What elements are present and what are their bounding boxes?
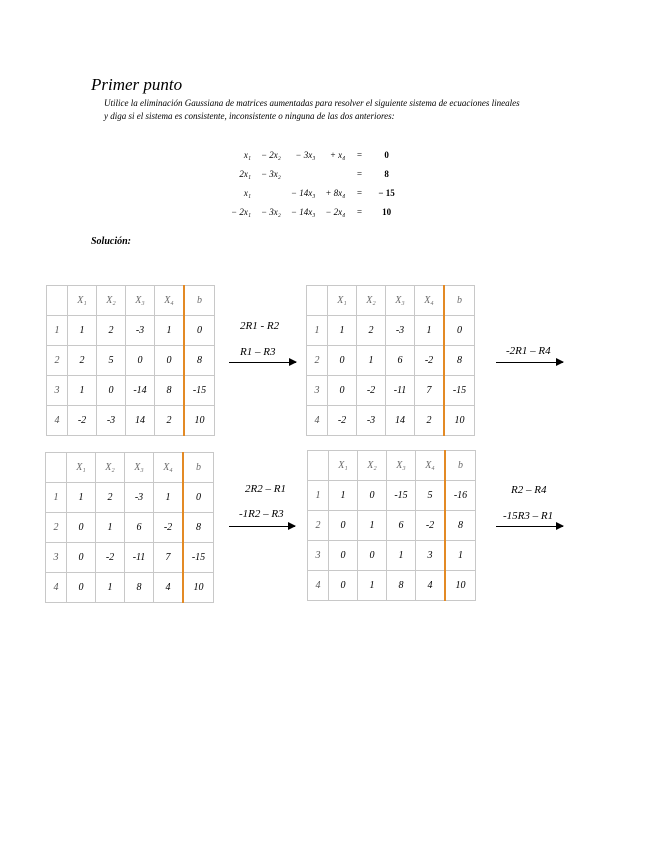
equation-term: − 2x₁ [231, 206, 251, 217]
augmented-matrix-1 [46, 285, 215, 436]
matrix-cell: 0 [155, 346, 185, 376]
augmented-cell: 8 [184, 346, 215, 376]
row-index: 3 [308, 541, 329, 571]
matrix-cell: 6 [125, 513, 154, 543]
augmented-cell: -15 [183, 543, 214, 573]
row-index: 4 [46, 573, 67, 603]
matrix-cell: 14 [126, 406, 155, 436]
row-index: 3 [47, 376, 68, 406]
equation-term: − 3x₂ [260, 168, 281, 179]
equation-system [226, 145, 400, 221]
matrix-cell: 1 [96, 513, 125, 543]
equals-sign: = [356, 187, 363, 198]
matrix-row [307, 376, 475, 406]
column-header: X₄ [155, 286, 185, 316]
matrix-cell: 0 [97, 376, 126, 406]
row-index: 4 [308, 571, 329, 601]
equals-sign: = [356, 168, 363, 179]
solution-label: Solución: [91, 236, 132, 247]
matrix-cell: 5 [97, 346, 126, 376]
matrix-cell: 2 [68, 346, 97, 376]
matrix-cell: 0 [67, 513, 96, 543]
column-header: X₃ [125, 453, 154, 483]
matrix-cell: 1 [154, 483, 184, 513]
matrix-cell: 1 [96, 573, 125, 603]
equation-term: − 14x₃ [290, 206, 316, 217]
column-header: X₃ [126, 286, 155, 316]
matrix-corner [46, 453, 67, 483]
matrix-cell: 1 [328, 316, 357, 346]
matrix-row [308, 511, 476, 541]
augmented-matrix-4 [307, 450, 476, 601]
matrix-cell: 0 [328, 376, 357, 406]
column-header: b [444, 286, 475, 316]
matrix-cell: 2 [357, 316, 386, 346]
matrix-cell: 0 [67, 573, 96, 603]
equation-rhs: 0 [384, 149, 389, 160]
equation-rhs: − 15 [378, 187, 395, 198]
matrix-cell: -14 [126, 376, 155, 406]
row-operation: -1R2 – R3 [239, 508, 284, 520]
augmented-cell: 0 [184, 316, 215, 346]
matrix-row [46, 543, 214, 573]
equation-term: x₁ [243, 187, 251, 198]
augmented-cell: -15 [444, 376, 475, 406]
matrix-cell: 0 [329, 571, 358, 601]
equation-row [226, 145, 400, 164]
matrix-row [47, 376, 215, 406]
equation-term: − 2x₂ [260, 149, 281, 160]
matrix-cell: -3 [357, 406, 386, 436]
equation-term [320, 164, 350, 183]
column-header: X₁ [329, 451, 358, 481]
row-operation: R1 – R3 [240, 346, 276, 358]
row-index: 1 [46, 483, 67, 513]
matrix-corner [307, 286, 328, 316]
matrix-cell: 1 [357, 346, 386, 376]
row-operation: -15R3 – R1 [503, 510, 554, 522]
augmented-cell: 8 [444, 346, 475, 376]
equation-row [226, 164, 400, 183]
right-arrow-icon [229, 526, 295, 527]
augmented-cell: 8 [183, 513, 214, 543]
row-operation: 2R2 – R1 [245, 483, 286, 495]
matrix-cell: 0 [67, 543, 96, 573]
matrix-cell: -2 [328, 406, 357, 436]
matrix-cell: -2 [154, 513, 184, 543]
equation-term: − 3x₃ [295, 149, 316, 160]
column-header: X₄ [154, 453, 184, 483]
row-index: 2 [47, 346, 68, 376]
matrix-row [308, 541, 476, 571]
matrix-cell: 4 [416, 571, 446, 601]
matrix-cell: 0 [358, 481, 387, 511]
equation-term [286, 164, 320, 183]
equation-term: − 2x₄ [325, 206, 346, 217]
augmented-cell: 10 [445, 571, 476, 601]
equals-sign: = [356, 206, 363, 217]
column-header: X₂ [96, 453, 125, 483]
column-header: X₂ [97, 286, 126, 316]
augmented-cell: -15 [184, 376, 215, 406]
augmented-matrix-3 [45, 452, 214, 603]
equation-rhs: 10 [382, 206, 392, 217]
row-index: 1 [47, 316, 68, 346]
augmented-cell: 10 [444, 406, 475, 436]
matrix-cell: 6 [387, 511, 416, 541]
matrix-row [308, 571, 476, 601]
column-header: b [445, 451, 476, 481]
matrix-cell: -2 [68, 406, 97, 436]
column-header: b [183, 453, 214, 483]
augmented-cell: -16 [445, 481, 476, 511]
column-header: X₄ [416, 451, 446, 481]
matrix-header-row [46, 453, 214, 483]
matrix-row [47, 346, 215, 376]
matrix-cell: 4 [154, 573, 184, 603]
matrix-cell: 1 [415, 316, 445, 346]
equation-term: 2x₁ [239, 168, 251, 179]
matrix-cell: 1 [68, 376, 97, 406]
equation-term [256, 183, 286, 202]
matrix-cell: -2 [416, 511, 446, 541]
matrix-cell: 5 [416, 481, 446, 511]
matrix-cell: 8 [387, 571, 416, 601]
matrix-cell: -3 [125, 483, 154, 513]
matrix-row [47, 316, 215, 346]
column-header: X₃ [386, 286, 415, 316]
matrix-cell: 2 [415, 406, 445, 436]
row-index: 4 [47, 406, 68, 436]
problem-statement: Utilice la eliminación Gaussiana de matrices aumentadas para resolver el siguiente sistema de ecuaciones lineales y diga si el sistema es consistente, inconsistente o ninguna de las dos anteriores: [104, 98, 520, 121]
augmented-cell: 0 [444, 316, 475, 346]
column-header: X₃ [387, 451, 416, 481]
matrix-cell: 2 [155, 406, 185, 436]
matrix-cell: 2 [97, 316, 126, 346]
column-header: b [184, 286, 215, 316]
matrix-row [47, 406, 215, 436]
augmented-cell: 1 [445, 541, 476, 571]
matrix-cell: 8 [125, 573, 154, 603]
equation-rhs: 8 [384, 168, 389, 179]
matrix-cell: -2 [357, 376, 386, 406]
matrix-cell: -11 [386, 376, 415, 406]
matrix-row [308, 481, 476, 511]
matrix-row [307, 346, 475, 376]
augmented-cell: 10 [184, 406, 215, 436]
matrix-cell: -3 [126, 316, 155, 346]
matrix-cell: 8 [155, 376, 185, 406]
row-index: 1 [308, 481, 329, 511]
column-header: X₁ [67, 453, 96, 483]
matrix-cell: 1 [358, 571, 387, 601]
matrix-cell: -2 [415, 346, 445, 376]
right-arrow-icon [496, 362, 563, 363]
matrix-cell: 0 [329, 511, 358, 541]
matrix-corner [308, 451, 329, 481]
matrix-header-row [47, 286, 215, 316]
row-index: 4 [307, 406, 328, 436]
right-arrow-icon [229, 362, 296, 363]
augmented-cell: 0 [183, 483, 214, 513]
column-header: X₁ [328, 286, 357, 316]
augmented-cell: 10 [183, 573, 214, 603]
page-title: Primer punto [91, 75, 183, 94]
matrix-cell: -3 [386, 316, 415, 346]
matrix-cell: 1 [155, 316, 185, 346]
matrix-cell: -15 [387, 481, 416, 511]
matrix-row [46, 513, 214, 543]
matrix-cell: 0 [328, 346, 357, 376]
equation-term: x₁ [243, 149, 251, 160]
row-index: 2 [308, 511, 329, 541]
row-index: 2 [307, 346, 328, 376]
row-operation: R2 – R4 [511, 484, 547, 496]
matrix-cell: 0 [126, 346, 155, 376]
equation-row [226, 183, 400, 202]
matrix-cell: 0 [329, 541, 358, 571]
equation-term: + x₄ [329, 149, 346, 160]
equals-sign: = [356, 149, 363, 160]
column-header: X₁ [68, 286, 97, 316]
matrix-header-row [307, 286, 475, 316]
matrix-row [46, 483, 214, 513]
matrix-cell: 1 [358, 511, 387, 541]
matrix-cell: 14 [386, 406, 415, 436]
matrix-cell: -3 [97, 406, 126, 436]
augmented-matrix-2 [306, 285, 475, 436]
matrix-row [307, 406, 475, 436]
matrix-cell: 2 [96, 483, 125, 513]
matrix-cell: 7 [415, 376, 445, 406]
matrix-header-row [308, 451, 476, 481]
row-operation: 2R1 - R2 [240, 320, 280, 332]
row-index: 3 [307, 376, 328, 406]
equation-row [226, 202, 400, 221]
matrix-cell: 1 [387, 541, 416, 571]
column-header: X₂ [357, 286, 386, 316]
augmented-cell: 8 [445, 511, 476, 541]
matrix-cell: 7 [154, 543, 184, 573]
matrix-cell: 1 [68, 316, 97, 346]
matrix-cell: 6 [386, 346, 415, 376]
matrix-corner [47, 286, 68, 316]
right-arrow-icon [496, 526, 563, 527]
column-header: X₄ [415, 286, 445, 316]
matrix-cell: 1 [67, 483, 96, 513]
matrix-cell: -11 [125, 543, 154, 573]
matrix-cell: 1 [329, 481, 358, 511]
column-header: X₂ [358, 451, 387, 481]
matrix-row [307, 316, 475, 346]
equation-term: − 3x₂ [260, 206, 281, 217]
row-operation: -2R1 – R4 [506, 345, 551, 357]
matrix-cell: -2 [96, 543, 125, 573]
row-index: 1 [307, 316, 328, 346]
matrix-cell: 3 [416, 541, 446, 571]
row-index: 3 [46, 543, 67, 573]
matrix-cell: 0 [358, 541, 387, 571]
equation-term: + 8x₄ [325, 187, 346, 198]
equation-term: − 14x₃ [290, 187, 316, 198]
row-index: 2 [46, 513, 67, 543]
matrix-row [46, 573, 214, 603]
